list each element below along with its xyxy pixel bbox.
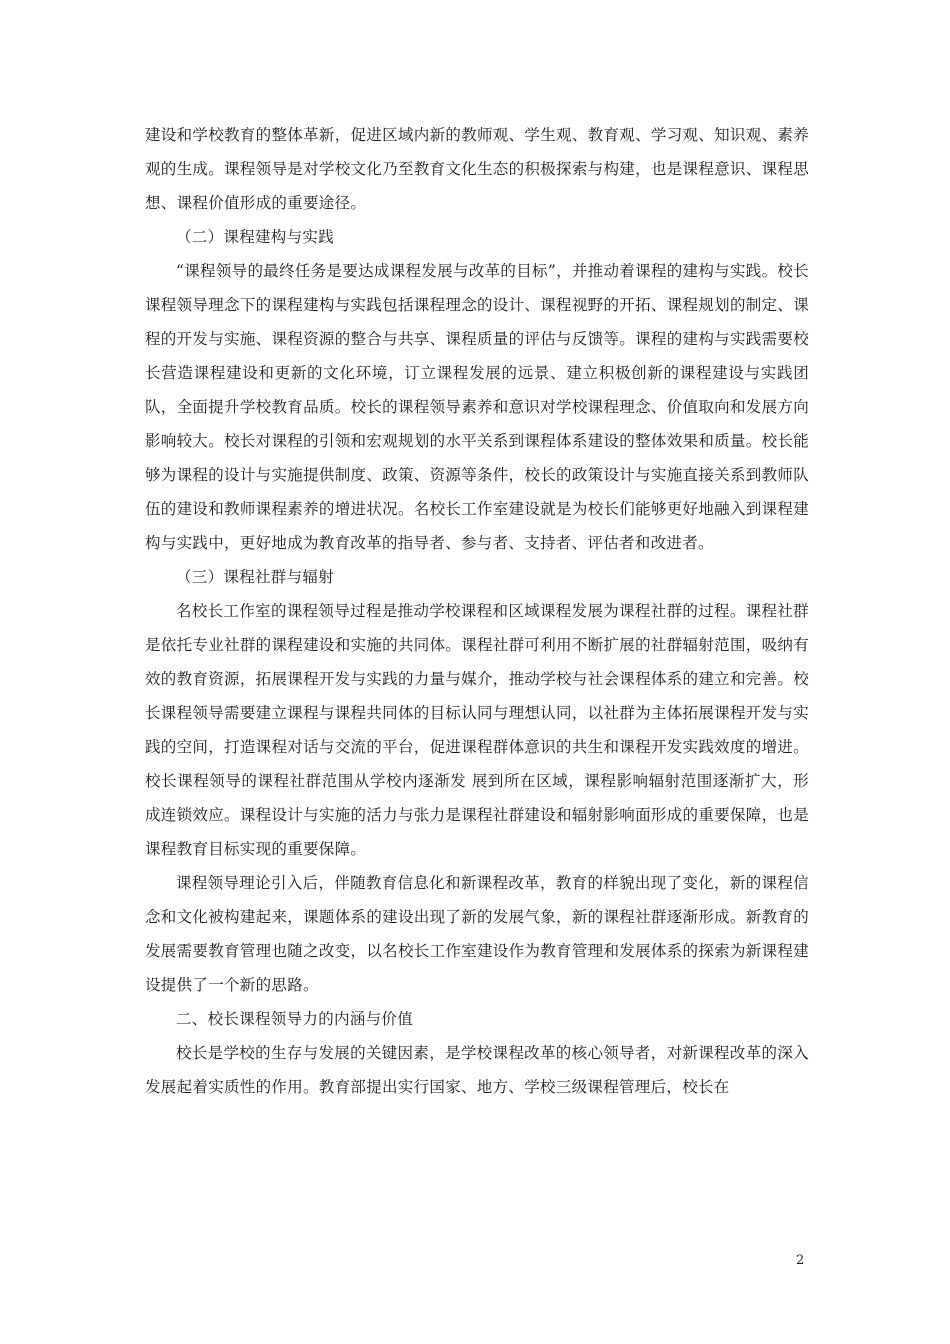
section-heading-principal-leadership: 二、校长课程领导力的内涵与价值 (176, 1010, 414, 1028)
paragraph-curriculum-construction: “课程领导的最终任务是要达成课程发展与改革的目标”，并推动着课程的建构与实践。校长课程领导理念下的课程建构与实践包括课程理念的设计、课程视野的开拓、课程规划的制定、课程的开发与实施、课程资源的整合与共享、课程质量的评估与反馈等。课程的建构与实践需要校长营造课程建设和更新的文化环境，订立课程发展的远景、建立积极创新的课程建设与实践团队，全面提升学校教育品质。校长的课程领导素养和意识对学校课程理念、价值取向和发展方向影响较大。校长对课程的引领和宏观规划的水平关系到课程体系建设的整体效果和质量。校长能够为课程的设计与实施提供制度、政策、资源等条件，校长的政策设计与实施直接关系到教师队伍的建设和教师课程素养的增进状况。名校长工作室建设就是为校长们能够更好地融入到课程建构与实践中，更好地成为教育改革的指导者、参与者、支持者、评估者和改进者。 (145, 262, 809, 552)
document-body (145, 118, 809, 1104)
paragraph-principal-role: 校长是学校的生存与发展的关键因素，是学校课程改革的核心领导者，对新课程改革的深入发展起着实质性的作用。教育部提出实行国家、地方、学校三级课程管理后，校长在 (145, 1044, 809, 1096)
page-number: 2 (796, 1253, 805, 1268)
paragraph-intro-continuation: 建设和学校教育的整体革新，促进区域内新的教师观、学生观、教育观、学习观、知识观、素养观的生成。课程领导是对学校文化乃至教育文化生态的积极探索与构建，也是课程意识、课程思想、课程价值形成的重要途径。 (145, 126, 809, 212)
paragraph-curriculum-leadership-theory: 课程领导理论引入后，伴随教育信息化和新课程改革，教育的样貌出现了变化，新的课程信念和文化被构建起来，课题体系的建设出现了新的发展气象，新的课程社群逐渐形成。新教育的发展需要教育管理也随之改变，以名校长工作室建设作为教育管理和发展体系的探索为新课程建设提供了一个新的思路。 (145, 874, 809, 994)
section-heading-curriculum-construction: （二）课程建构与实践 (176, 228, 335, 246)
paragraph-curriculum-community: 名校长工作室的课程领导过程是推动学校课程和区域课程发展为课程社群的过程。课程社群是依托专业社群的课程建设和实施的共同体。课程社群可利用不断扩展的社群辐射范围，吸纳有效的教育资源，拓展课程开发与实践的力量与媒介，推动学校与社会课程体系的建立和完善。校长课程领导需要建立课程与课程共同体的目标认同与理想认同，以社群为主体拓展课程开发与实践的空间，打造课程对话与交流的平台，促进课程群体意识的共生和课程开发实践效度的增进。校长课程领导的课程社群范围从学校内逐渐发 展到所在区域，课程影响辐射范围逐渐扩大，形成连锁效应。课程设计与实施的活力与张力是课程社群建设和辐射影响面形成的重要保障，也是课程教育目标实现的重要保障。 (145, 602, 809, 858)
section-heading-curriculum-community: （三）课程社群与辐射 (176, 568, 335, 586)
